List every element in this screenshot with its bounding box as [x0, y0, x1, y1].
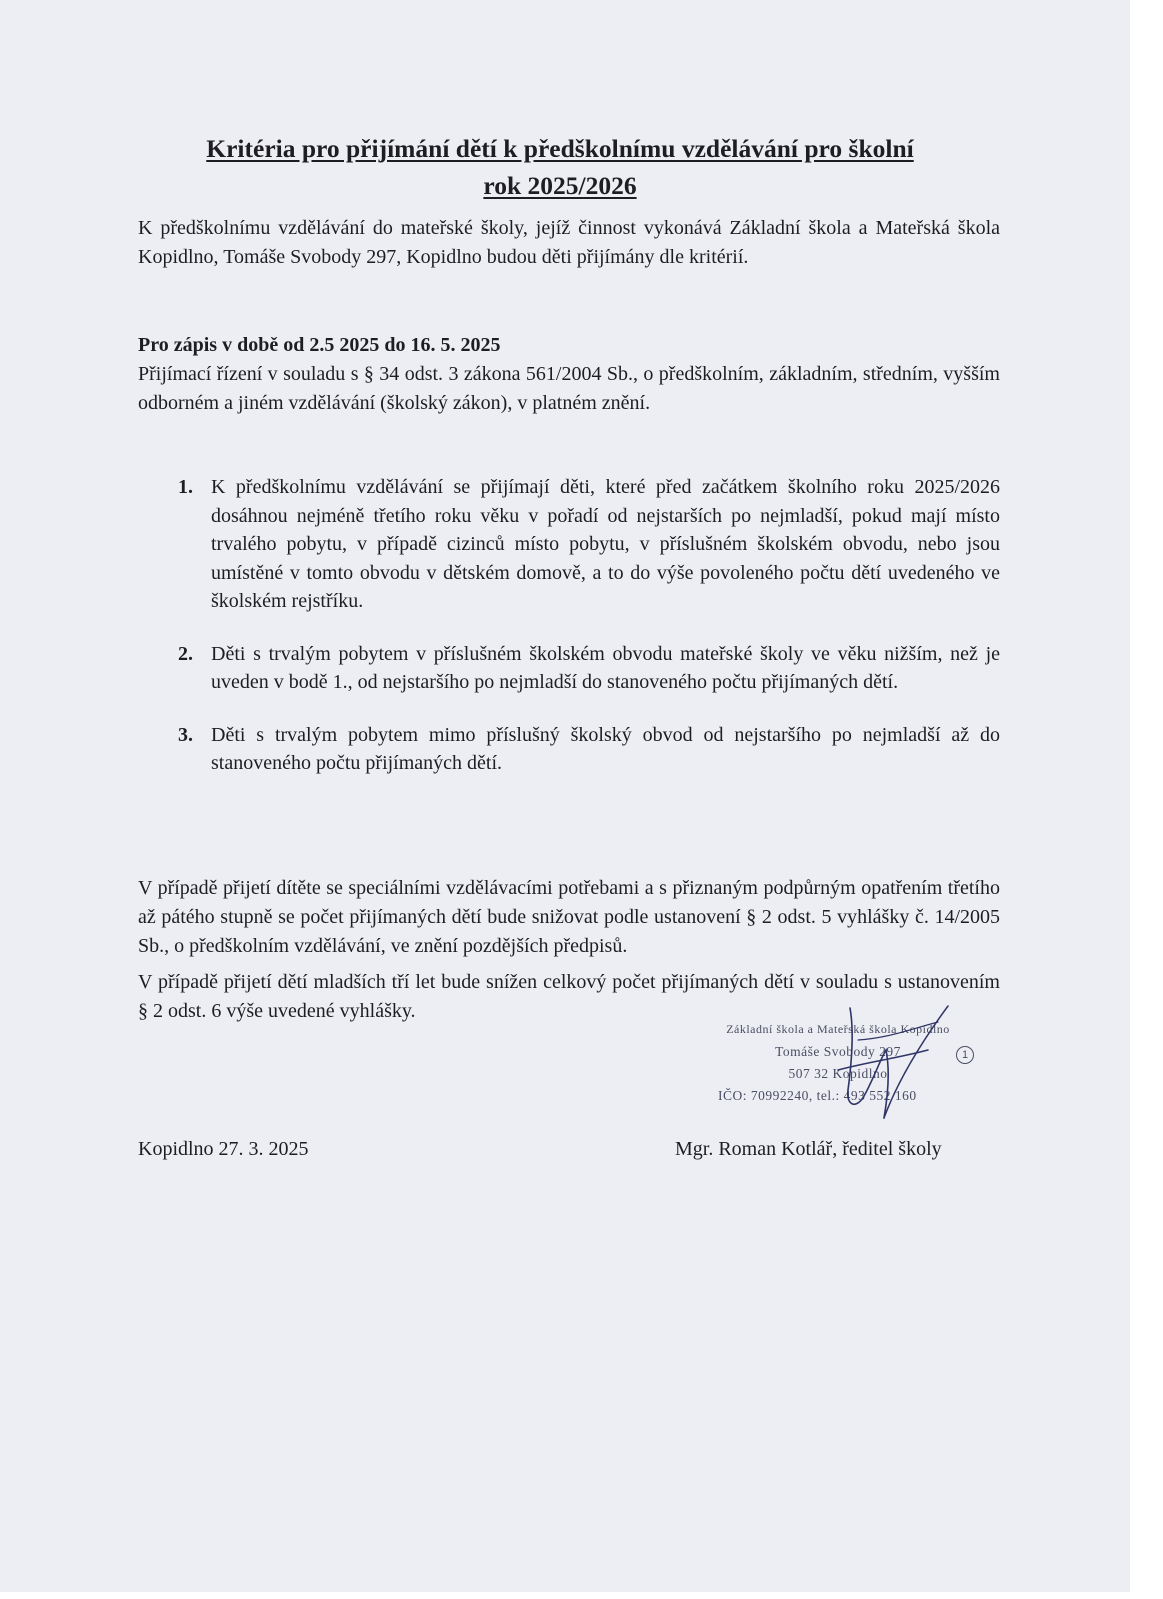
criterion-text: Děti s trvalým pobytem mimo příslušný školský obvod od nejstaršího po nejmladší až do stanoveného počtu přijímaných dětí. [211, 723, 1000, 774]
criterion-number: 3. [178, 723, 193, 746]
title-line-1: Kritéria pro přijímání dětí k předškolnímu vzdělávání pro školní [206, 134, 914, 163]
place-and-date: Kopidlno 27. 3. 2025 [138, 1138, 309, 1160]
younger-children-paragraph: V případě přijetí dětí mladších tří let bude snížen celkový počet přijímaných dětí v souladu s ustanovením § 2 odst. 6 výše uvedené vyhlášky. [138, 971, 1000, 1022]
document-title [130, 130, 990, 204]
signatory-line: Mgr. Roman Kotlář, ředitel školy [675, 1138, 942, 1160]
criterion-item [176, 721, 1000, 778]
criterion-number: 2. [178, 642, 193, 665]
criterion-item [176, 640, 1000, 697]
stamp-line-2: Tomáše Svobody 297 [775, 1044, 901, 1059]
scan-bottom-margin [0, 1592, 1130, 1599]
scan-right-margin [1130, 0, 1163, 1599]
handwritten-signature-icon [828, 1000, 988, 1130]
enrollment-period: Pro zápis v době od 2.5 2025 do 16. 5. 2025 [138, 334, 501, 356]
legal-basis-paragraph: Přijímací řízení v souladu s § 34 odst. 3 zákona 561/2004 Sb., o předškolním, základním, středním, vyšším odborném a jiném vzdělávání (školský zákon), v platném znění. [138, 363, 1000, 414]
criterion-item [176, 473, 1000, 616]
intro-paragraph: K předškolnímu vzdělávání do mateřské školy, jejíž činnost vykonává Základní škola a Mateřská škola Kopidlno, Tomáše Svobody 297, Kopidlno budou děti přijímány dle kritérií. [138, 217, 1000, 268]
criterion-number: 1. [178, 476, 193, 498]
criterion-text: Děti s trvalým pobytem v příslušném školském obvodu mateřské školy ve věku nižším, než je uveden v bodě 1., od nejstaršího po nejmladší do stanoveného počtu přijímaných dětí. [211, 642, 1000, 693]
stamp-line-4: IČO: 70992240, tel.: 493 552 160 [718, 1088, 917, 1103]
stamp-line-1: Základní škola a Mateřská škola Kopidlno [726, 1022, 950, 1036]
criteria-list [176, 473, 1000, 778]
school-stamp [708, 1012, 994, 1127]
title-line-2: rok 2025/2026 [483, 171, 637, 200]
stamp-circle-mark: 1 [956, 1046, 974, 1064]
criterion-text: K předškolnímu vzdělávání se přijímají děti, které před začátkem školního roku 2025/2026 dosáhnou nejméně třetího roku věku v pořadí od nejstarších po nejmladší, pokud mají místo trvalého pobytu, v případě cizinců místo pobytu, v příslušném školském obvodu, nebo jsou umístěné v tomto obvodu v dětském domově, a to do výše povoleného počtu dětí uvedeného ve školském rejstříku. [211, 476, 1000, 612]
special-needs-paragraph: V případě přijetí dítěte se speciálními vzdělávacími potřebami a s přiznaným podpůrným opatřením třetího až pátého stupně se počet přijímaných dětí bude snižovat podle ustanovení § 2 odst. 5 vyhlášky č. 14/2005 Sb., o předškolním vzdělávání, ve znění pozdějších předpisů. [138, 877, 1000, 957]
stamp-line-3: 507 32 Kopidlno [788, 1066, 888, 1081]
